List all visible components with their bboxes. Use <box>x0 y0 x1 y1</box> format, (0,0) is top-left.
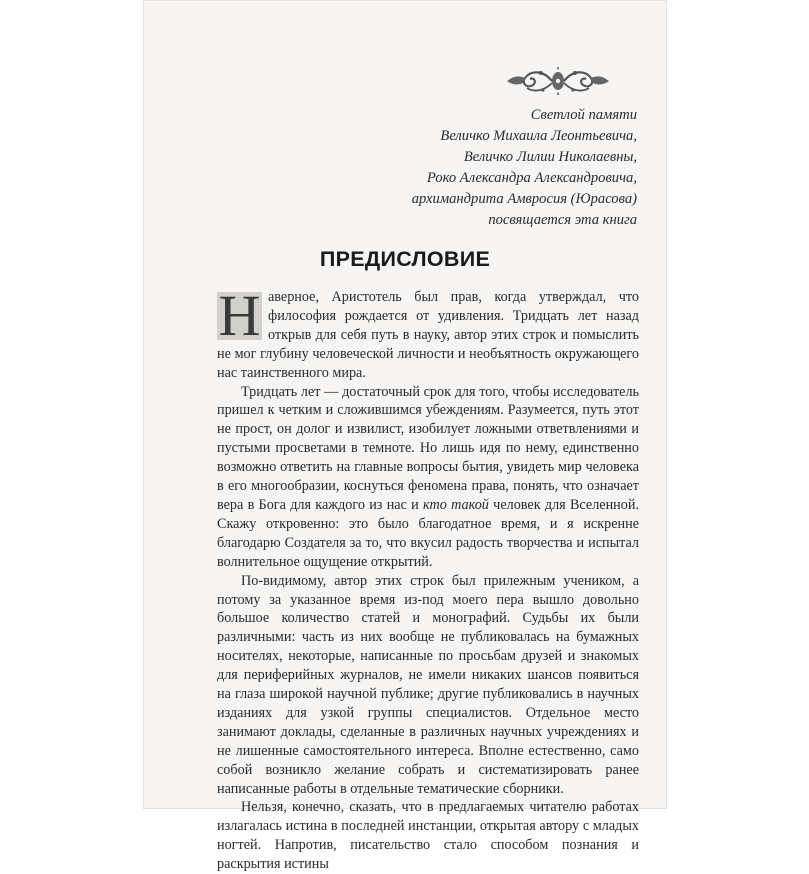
dedication-line: посвящается эта книга <box>488 212 637 228</box>
paragraph: Нельзя, конечно, сказать, что в предлагаемых читателю работах излагалась истина в последней инстанции, открытая автору с младых ногтей. Напротив, писательство стало способом познания и раскрытия истины <box>217 799 639 873</box>
preface-body <box>217 283 639 874</box>
emphasis-text: кто такой <box>423 496 489 513</box>
floral-vignette-icon <box>503 64 613 98</box>
paragraph-text: человек для Вселенной. Скажу откровенно: это было благодатное время, и я искренне благодарю Создателя за то, что вкусил радость творчества и испытал волнительное ощущение открытий. <box>217 496 639 570</box>
section-heading: ПРЕДИСЛОВИЕ <box>319 247 491 271</box>
dedication-line: Роко Александра Александровича, <box>426 170 637 186</box>
dedication-line: архимандрита Амвросия (Юрасова) <box>411 191 637 207</box>
dedication-line: Светлой памяти <box>530 107 637 123</box>
paragraph-text: Тридцать лет — достаточный срок для того, чтобы исследователь пришел к четким и сложившимся убеждениям. Разумеется, путь этот не прост, он долог и извилист, изобилует ложными ответвлениями и пустыми просветами в темноте. Но лишь идя по нему, единственно возможно ответить на главные вопросы бытия, увидеть мир человека в его многообразии, коснуться феномена права, понять, что означает вера в Бога для каждого из нас и <box>217 383 639 513</box>
dedication-line: Величко Михаила Леонтьевича, <box>440 128 637 144</box>
dedication <box>237 105 637 231</box>
drop-cap: Н <box>218 283 261 348</box>
book-page <box>143 0 667 873</box>
paragraph-text: аверное, Аристотель был прав, когда утверждал, что философия рождается от удивления. Тридцать лет назад открыв для себя путь в науку, автор этих строк и помыслить не мог глубину человеческой личности и необъятность окружающего нас таинственного мира. <box>217 289 639 381</box>
paragraph <box>217 283 639 383</box>
paragraph: По-видимому, автор этих строк был прилежным учеником, а потому за указанное время из-под моего пера вышло довольно большое количество статей и монографий. Судьбы их были различными: часть из них вообще не публиковалась на бумажных носителях, некоторые, написанные по просьбам друзей и знакомых для периферийных журналов, не имели никаких шансов появиться на глаза широкой научной публике; другие публиковались в научных изданиях для узкой группы специалистов. Отдельное место занимают доклады, сделанные в различных научных учреждениях и не лишенные самостоятельного интереса. Вполне естественно, само собой возникло желание собрать и систематизировать ранее написанные работы в отдельные тематические сборники. <box>217 572 639 797</box>
dedication-line: Величко Лилии Николаевны, <box>463 149 637 165</box>
paragraph <box>217 383 639 572</box>
